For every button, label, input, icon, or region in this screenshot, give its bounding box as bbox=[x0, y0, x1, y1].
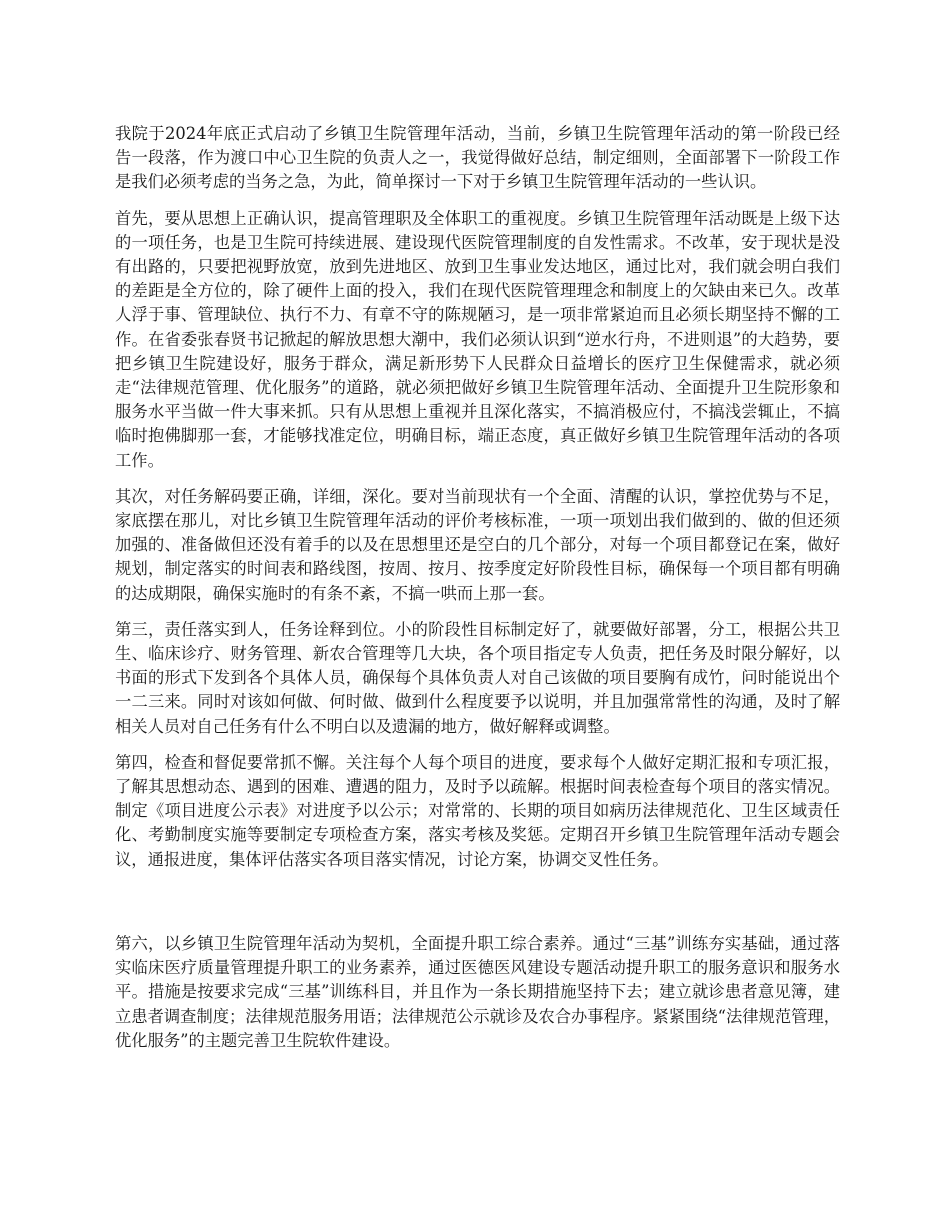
paragraph-intro: 我院于2024年底正式启动了乡镇卫生院管理年活动，当前，乡镇卫生院管理年活动的第一阶段已经告一段落，作为渡口中心卫生院的负责人之一，我觉得做好总结，制定细则，全面部署下一阶段工作是我们必须考虑的当务之急，为此，简单探讨一下对于乡镇卫生院管理年活动的一些认识。 bbox=[115, 124, 840, 192]
paragraph-fourth: 第四，检查和督促要常抓不懈。关注每个人每个项目的进度，要求每个人做好定期汇报和专项汇报，了解其思想动态、遇到的困难、遭遇的阻力，及时予以疏解。根据时间表检查每个项目的落实情况。制定《项目进度公示表》对进度予以公示；对常常的、长期的项目如病历法律规范化、卫生区域责任化、考勤制度实施等要制定专项检查方案，落实考核及奖惩。定期召开乡镇卫生院管理年活动专题会议，通报进度，集体评估落实各项目落实情况，讨论方案，协调交叉性任务。 bbox=[115, 752, 840, 869]
paragraph-sixth: 第六，以乡镇卫生院管理年活动为契机，全面提升职工综合素养。通过“三基”训练夯实基础，通过落实临床医疗质量管理提升职工的业务素养，通过医德医风建设专题活动提升职工的服务意识和服务水平。措施是按要求完成“三基”训练科目，并且作为一条长期措施坚持下去；建立就诊患者意见簿，建立患者调查制度；法律规范服务用语；法律规范公示就诊及农合办事程序。紧紧围绕“法律规范管理，优化服务”的主题完善卫生院软件建设。 bbox=[115, 933, 840, 1050]
paragraph-gap bbox=[115, 884, 840, 932]
document-body bbox=[115, 122, 840, 1065]
paragraph-third: 第三，责任落实到人，任务诠释到位。小的阶段性目标制定好了，就要做好部署，分工，根据公共卫生、临床诊疗、财务管理、新农合管理等几大块，各个项目指定专人负责，把任务及时限分解好，以书面的形式下发到各个具体人员，确保每个具体负责人对自己该做的项目要胸有成竹，问时能说出个一二三来。同时对该如何做、何时做、做到什么程度要予以说明，并且加强常常性的沟通，及时了解相关人员对自己任务有什么不明白以及遗漏的地方，做好解释或调整。 bbox=[115, 619, 840, 736]
paragraph-second: 其次，对任务解码要正确，详细，深化。要对当前现状有一个全面、清醒的认识，掌控优势与不足，家底摆在那儿，对比乡镇卫生院管理年活动的评价考核标准，一项一项划出我们做到的、做的但还须加强的、准备做但还没有着手的以及在思想里还是空白的几个部分，对每一个项目都登记在案，做好规划，制定落实的时间表和路线图，按周、按月、按季度定好阶段性目标，确保每一个项目都有明确的达成期限，确保实施时的有条不紊，不搞一哄而上那一套。 bbox=[115, 486, 840, 603]
paragraph-first: 首先，要从思想上正确认识，提高管理职及全体职工的重视度。乡镇卫生院管理年活动既是上级下达的一项任务，也是卫生院可持续进展、建设现代医院管理制度的自发性需求。不改革，安于现状是没有出路的，只要把视野放宽，放到先进地区、放到卫生事业发达地区，通过比对，我们就会明白我们的差距是全方位的，除了硬件上面的投入，我们在现代医院管理理念和制度上的欠缺由来已久。改革人浮于事、管理缺位、执行不力、有章不守的陈规陋习，是一项非常紧迫而且必须长期坚持不懈的工作。在省委张春贤书记掀起的解放思想大潮中，我们必须认识到“逆水行舟，不进则退”的大趋势，要把乡镇卫生院建设好，服务于群众，满足新形势下人民群众日益增长的医疗卫生保健需求，就必须走“法律规范管理、优化服务”的道路，就必须把做好乡镇卫生院管理年活动、全面提升卫生院形象和服务水平当做一件大事来抓。只有从思想上重视并且深化落实，不搞消极应付，不搞浅尝辄止，不搞临时抱佛脚那一套，才能够找准定位，明确目标，端正态度，真正做好乡镇卫生院管理年活动的各项工作。 bbox=[115, 208, 840, 470]
